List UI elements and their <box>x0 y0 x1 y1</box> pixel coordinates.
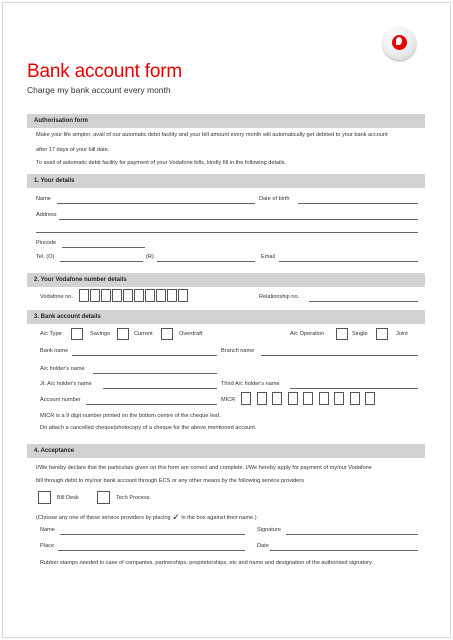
third-holder-field[interactable] <box>290 388 418 389</box>
authorisation-text-2: after 17 days of your bill date. <box>36 147 110 153</box>
signature-field[interactable] <box>286 534 418 535</box>
single-checkbox[interactable] <box>336 328 348 340</box>
tech-process-label: Tech Process <box>116 495 150 501</box>
declaration-line-1: I/We hereby declare that the particulars given on this form are correct and complete. I/We hereby apply for payment of my/our Vodafone <box>36 465 372 471</box>
vodafone-digit-box[interactable] <box>167 289 177 302</box>
signature-label: Signature <box>257 527 281 533</box>
micr-note: MICR is a 9 digit number printed on the bottom centre of the cheque leaf. <box>40 413 221 419</box>
name-field[interactable] <box>57 203 255 204</box>
single-label: Single <box>352 331 368 337</box>
relationship-no-label: Relationship no. <box>259 294 300 300</box>
micr-digit-box[interactable] <box>288 392 298 405</box>
bank-details-heading: 3. Bank account details <box>27 310 425 324</box>
micr-digit-box[interactable] <box>365 392 375 405</box>
joint-label: Joint <box>396 331 408 337</box>
third-holder-label: Third A/c holder's name <box>221 381 280 387</box>
joint-checkbox[interactable] <box>376 328 388 340</box>
dob-field[interactable] <box>298 203 418 204</box>
choose-instruction-start: (Choose any one of these service providers by placing <box>36 515 171 521</box>
current-checkbox[interactable] <box>117 328 129 340</box>
savings-checkbox[interactable] <box>71 328 83 340</box>
pincode-label: Pincode <box>36 240 57 246</box>
address-label: Address <box>36 212 57 218</box>
micr-digit-box[interactable] <box>241 392 251 405</box>
name-label: Name <box>36 196 51 202</box>
address-field-2[interactable] <box>36 232 418 233</box>
your-details-heading: 1. Your details <box>27 174 425 188</box>
micr-digit-box[interactable] <box>303 392 313 405</box>
vodafone-digit-box[interactable] <box>123 289 133 302</box>
branch-name-field[interactable] <box>261 355 418 356</box>
tel-o-field[interactable] <box>60 261 143 262</box>
tel-r-label: (R) <box>146 254 154 260</box>
holder-name-field[interactable] <box>93 373 217 374</box>
tel-o-label: Tel. (O) <box>36 254 55 260</box>
overdraft-checkbox[interactable] <box>161 328 173 340</box>
number-details-heading: 2. Your Vodafone number details <box>27 273 425 287</box>
overdraft-label: Overdraft <box>179 331 203 337</box>
jt-holder-field[interactable] <box>103 388 217 389</box>
form-subtitle: Charge my bank account every month <box>27 85 171 95</box>
vodafone-no-label: Vodafone no. <box>40 294 73 300</box>
branch-name-label: Branch name <box>221 348 255 354</box>
jt-holder-label: Jt. A/c holder's name <box>40 381 92 387</box>
bill-desk-checkbox[interactable] <box>38 491 51 504</box>
acceptance-name-label: Name <box>40 527 55 533</box>
tech-process-checkbox[interactable] <box>97 491 110 504</box>
micr-digit-box[interactable] <box>334 392 344 405</box>
acceptance-heading: 4. Acceptance <box>27 444 425 458</box>
authorisation-text-3: To avail of automatic debit facility for payment of your Vodafone bills, kindly fill in the following details. <box>36 160 286 166</box>
dob-label: Date of birth <box>259 196 290 202</box>
date-field[interactable] <box>270 550 418 551</box>
address-field-1[interactable] <box>59 219 418 220</box>
pincode-field[interactable] <box>62 247 145 248</box>
holder-name-label: A/c holder's name <box>40 366 85 372</box>
savings-label: Savings <box>90 331 110 337</box>
vodafone-digit-box[interactable] <box>156 289 166 302</box>
check-mark-icon: ✓ <box>172 513 180 523</box>
authorisation-text-1: Make your life simpler, avail of our automatic debit facility and your bill amount every month will automatically get debited to your bank account <box>36 132 388 138</box>
vodafone-digit-box[interactable] <box>90 289 100 302</box>
choose-instruction <box>36 512 257 522</box>
vodafone-digit-box[interactable] <box>112 289 122 302</box>
acceptance-name-field[interactable] <box>60 534 245 535</box>
place-field[interactable] <box>58 550 245 551</box>
current-label: Current <box>134 331 153 337</box>
declaration-line-2: bill through debit to my/our bank account through ECS or any other means by the following service providers <box>36 478 305 484</box>
rubber-stamp-note: Rubber stamps needed in case of companies, partnerships, proprietorships, etc and name and designation of the authorised signatory. <box>40 560 373 566</box>
form-title: Bank account form <box>27 61 183 82</box>
vodafone-digit-box[interactable] <box>178 289 188 302</box>
vodafone-digit-box[interactable] <box>79 289 89 302</box>
micr-digit-box[interactable] <box>257 392 267 405</box>
micr-digit-box[interactable] <box>350 392 360 405</box>
vodafone-digit-box[interactable] <box>101 289 111 302</box>
micr-label: MICR <box>221 397 236 403</box>
ac-type-label: A/c Type <box>40 331 62 337</box>
place-label: Place <box>40 543 54 549</box>
micr-digit-box[interactable] <box>319 392 329 405</box>
choose-instruction-end: in the box against their name.) <box>181 515 257 521</box>
vodafone-digit-box[interactable] <box>134 289 144 302</box>
email-label: Email <box>261 254 275 260</box>
bank-name-field[interactable] <box>72 355 217 356</box>
relationship-no-field[interactable] <box>309 301 418 302</box>
micr-digit-box[interactable] <box>272 392 282 405</box>
account-number-label: Account number <box>40 397 81 403</box>
vodafone-logo-icon <box>383 27 416 60</box>
account-number-field[interactable] <box>86 404 217 405</box>
email-field[interactable] <box>279 261 418 262</box>
vodafone-digit-box[interactable] <box>145 289 155 302</box>
authorisation-heading: Authorisation form <box>27 114 425 128</box>
tel-r-field[interactable] <box>157 261 255 262</box>
bank-name-label: Bank name <box>40 348 69 354</box>
cheque-note: Do attach a cancelled cheque/photocopy of a cheque for the above mentioned account. <box>40 425 257 431</box>
bill-desk-label: Bill Desk <box>57 495 79 501</box>
date-label: Date <box>257 543 269 549</box>
ac-operation-label: A/c Operation <box>290 331 325 337</box>
